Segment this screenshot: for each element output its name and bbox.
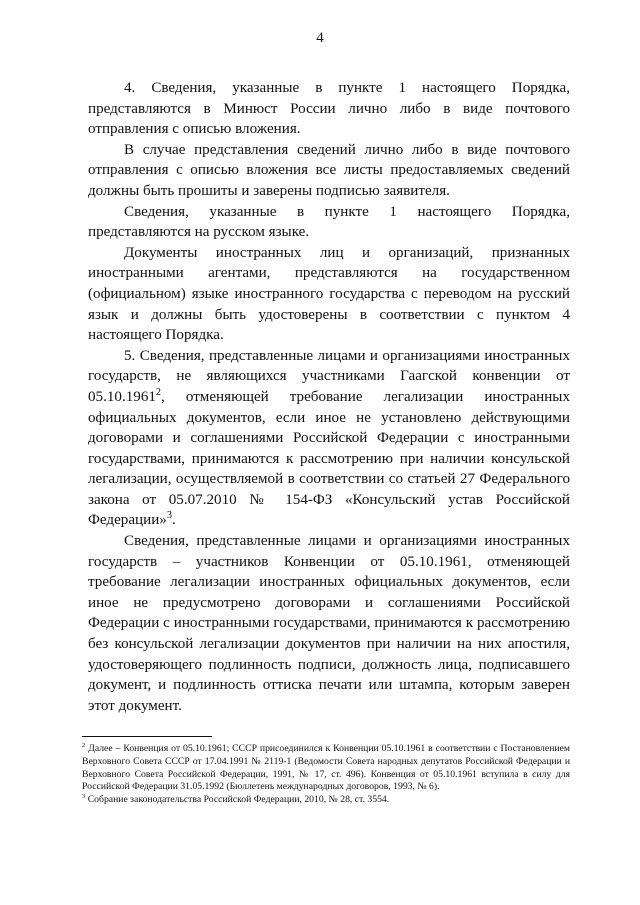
paragraph-item-5-text-after: .	[171, 512, 176, 529]
paragraph-foreign-documents: Документы иностранных лиц и организаций, признанных иностранными агентами, представляются на государственном (официальном) языке иностранного государства с переводом на русский язык и должны быть удостоверены в соответствии с пунктом 4 настоящего Порядка.	[88, 244, 570, 344]
footnote-mark-2: 2	[82, 741, 86, 749]
document-body	[88, 78, 570, 716]
footnote-mark-3: 3	[82, 792, 86, 800]
paragraph-personal-submission: В случае представления сведений лично либо в виде почтового отправления с описью вложения все листы предоставляемых сведений должны быть прошиты и заверены подписью заявителя.	[88, 141, 570, 199]
paragraph-item-5	[88, 346, 570, 531]
page-number: 4	[316, 30, 324, 46]
paragraph-item-5-text-middle: , отменяющей требование легализации иностранных официальных документов, если иное не установлено действующими договорами и соглашениями Российской Федерации с иностранными государствами, принимаются к рассмотрению при наличии консульской легализации, осуществляемой в соответствии со статьей 27 Федерального закона от 05.07.2010 № 154-ФЗ «Консульский устав Российской Федерации»	[88, 388, 570, 529]
paragraph-apostille: Сведения, представленные лицами и организациями иностранных государств – участников Конвенции от 05.10.1961, отменяющей требование легализации иностранных официальных документов, если иное не предусмотрено договорами и соглашениями Российской Федерации с иностранными государствами, принимаются к рассмотрению без консульской легализации документов при наличии на них апостиля, удостоверяющего подлинность подписи, должность лица, подписавшего документ, и подлинность оттиска печати или штампа, которым заверен этот документ.	[88, 533, 570, 714]
footnotes	[82, 743, 570, 807]
footnote-ref-3: 3	[166, 510, 172, 522]
footnote-2-text: Далее – Конвенция от 05.10.1961; СССР присоединился к Конвенции 05.10.1961 в соответствии с Постановлением Верховного Совета СССР от 17.04.1991 № 2119-1 (Ведомости Совета народных депутатов Российской Федерации и Верховного Совета Российской Федерации, 1991, № 17, ст. 496). Конвенция от 05.10.1961 вступила в силу для Российской Федерации 31.05.1992 (Бюллетень международных договоров, 1993, № 6).	[82, 743, 570, 793]
paragraph-item-4: 4. Сведения, указанные в пункте 1 настоящего Порядка, представляются в Минюст России лично либо в виде почтового отправления с описью вложения.	[88, 80, 570, 138]
paragraph-russian-language: Сведения, указанные в пункте 1 настоящего Порядка, представляются на русском языке.	[88, 203, 570, 241]
footnote-3-text: Собрание законодательства Российской Федерации, 2010, № 28, ст. 3554.	[85, 794, 390, 806]
footnote-ref-2: 2	[155, 386, 162, 398]
footnote-divider	[82, 736, 212, 737]
footnote-2	[82, 743, 570, 794]
paragraph-item-5-text-before: 5. Сведения, представленные лицами и организациями иностранных государств, не являющихся участниками Гаагской конвенции от 05.10.1961	[88, 347, 570, 405]
footnote-3	[82, 794, 570, 807]
